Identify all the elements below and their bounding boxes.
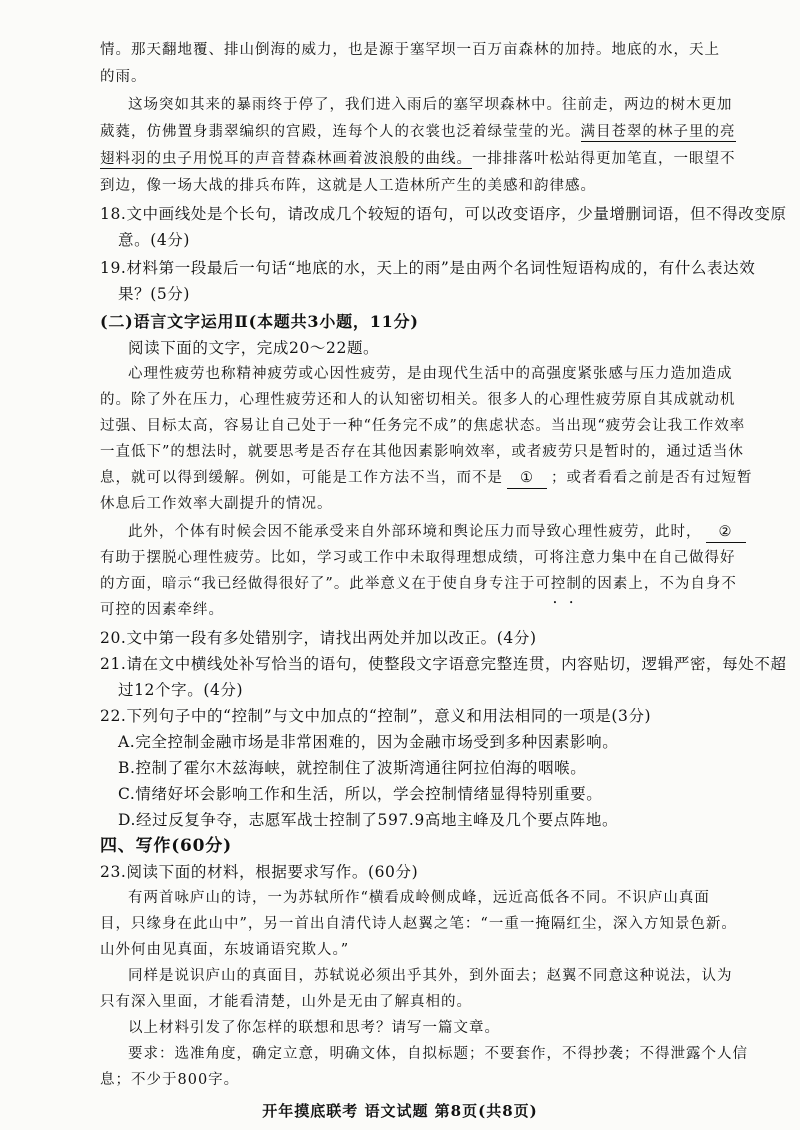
question-22-option-d: D.经过反复争夺，志愿军战士控制了597.9高地主峰及几个要点阵地。 [118, 811, 619, 829]
question-21-line1: 21.请在文中横线处补写恰当的语句，使整段文字语意完整连贯，内容贴切，逻辑严密，每处不超 [100, 655, 787, 673]
passage1-line5 [100, 149, 736, 169]
passage2-p2-line3b: 的因素上，不为自身不 [581, 576, 737, 592]
question-22-option-b: B.控制了霍尔木兹海峡，就控制住了波斯湾通往阿拉伯海的咽喉。 [118, 759, 587, 777]
passage2-p1-line5b: ；或者看看之前是否有过短暂 [551, 470, 753, 486]
passage1-line3: 这场突如其来的暴雨终于停了，我们进入雨后的塞罕坝森林中。往前走，两边的树木更加 [128, 97, 733, 113]
question-20: 20.文中第一段有多处错别字，请找出两处并加以改正。(4分) [100, 629, 537, 647]
passage1-line1: 情。那天翻地覆、排山倒海的威力，也是源于塞罕坝一百万亩森林的加持。地底的水，天上 [100, 42, 720, 58]
material-line2: 目，只缘身在此山中”，另一首出自清代诗人赵翼之笔：“一重一掩隔红尘，深入方知景色新。 [100, 916, 737, 932]
reading-instruction: 阅读下面的文字，完成20～22题。 [128, 339, 380, 357]
passage2-p2-line3a: 的方面，暗示“我已经做得很好了”。此举意义在于使自身专注于可 [100, 576, 551, 592]
passage2-p2-line3 [100, 574, 737, 594]
question-23-stem: 23.阅读下面的材料，根据要求写作。(60分) [100, 863, 419, 881]
passage2-p2-line4: 可控的因素牵绊。 [100, 602, 224, 618]
page-footer: 开年摸底联考 语文试题 第8页(共8页) [262, 1102, 538, 1120]
question-21-line2: 过12个字。(4分) [118, 681, 244, 699]
passage2-p1-line4: 一直低下”的想法时，就要思考是否存在其他因素影响效率，或者疲劳只是暂时的，通过适当休 [100, 444, 744, 460]
writing-requirement-line1: 要求：选准角度，确定立意，明确文体，自拟标题；不要套作，不得抄袭；不得泄露个人信 [128, 1046, 748, 1062]
section-writing: 四、写作(60分) [100, 836, 232, 856]
passage2-p1-line5a: 息，就可以得到缓解。例如，可能是工作方法不当，而不是 [100, 470, 503, 486]
writing-requirement-line2: 息；不少于800字。 [100, 1072, 240, 1088]
passage2-p2-line2: 有助于摆脱心理性疲劳。比如，学习或工作中未取得理想成绩，可将注意力集中在自己做得好 [100, 550, 736, 566]
passage2-p1-line1: 心理性疲劳也称精神疲劳或心因性疲劳，是由现代生活中的高强度紧张感与压力造加造成 [128, 366, 733, 382]
blank-2: ② [706, 522, 746, 543]
passage1-line4-text: 葳蕤，仿佛置身翡翠编织的宫殿，连每个人的衣裳也泛着绿莹莹的光。 [100, 124, 581, 140]
question-22-option-a: A.完全控制金融市场是非常困难的，因为金融市场受到多种因素影响。 [118, 733, 619, 751]
underlined-sentence-part2: 翅料羽的虫子用悦耳的声音替森林画着波浪般的曲线。 [100, 151, 472, 167]
question-18-line1: 18.文中画线处是个长句，请改成几个较短的语句，可以改变语序，少量增删词语，但不得改变原 [100, 205, 787, 223]
question-19-line2: 果？(5分) [118, 285, 191, 303]
material-line3: 山外何由见真面，东坡诵语究欺人。” [100, 942, 350, 958]
passage2-p1-line2: 的。除了外在压力，心理性疲劳还和人的认知密切相关。很多人的心理性疲劳原自其成就动机 [100, 392, 736, 408]
passage1-line4 [100, 122, 736, 142]
passage2-p2-line1a: 此外，个体有时候会因不能承受来自外部环境和舆论压力而导致心理性疲劳，此时， [128, 524, 702, 540]
passage2-p2-line1 [128, 522, 750, 543]
question-18-line2: 意。(4分) [118, 231, 191, 249]
question-22-option-c: C.情绪好坏会影响工作和生活，所以，学会控制情绪显得特别重要。 [118, 785, 603, 803]
blank-1: ① [507, 468, 547, 489]
passage1-line6: 到边，像一场大战的排兵布阵，这就是人工造林所产生的美感和韵律感。 [100, 178, 596, 194]
material-line1: 有两首咏庐山的诗，一为苏轼所作“横看成岭侧成峰，远近高低各不同。不识庐山真面 [128, 890, 710, 906]
material-line5: 只有深入里面，才能看清楚，山外是无由了解真相的。 [100, 994, 472, 1010]
question-19-line1: 19.材料第一段最后一句话“地底的水，天上的雨”是由两个名词性短语构成的，有什么表达效 [100, 259, 756, 277]
underlined-sentence-part1: 满目苍翠的林子里的亮 [580, 124, 736, 140]
passage1-line2: 的雨。 [100, 69, 147, 85]
question-22-stem: 22.下列句子中的“控制”与文中加点的“控制”，意义和用法相同的一项是(3分) [100, 707, 652, 725]
passage2-p1-line5 [100, 468, 753, 489]
passage1-line5-text: 一排排落叶松站得更加笔直，一眼望不 [472, 151, 736, 167]
section-language-use-2: (二)语言文字运用Ⅱ(本题共3小题，11分) [100, 312, 419, 331]
passage2-p1-line6: 休息后工作效率大副提升的情况。 [100, 496, 333, 512]
material-line4: 同样是说识庐山的真面目，苏轼说必须出乎其外，到外面去；赵翼不同意这种说法，认为 [128, 968, 733, 984]
dotted-word-control: 控制 • • [551, 576, 582, 592]
passage2-p1-line3: 过强、目标太高，容易让自己处于一种“任务完不成”的焦虑状态。当出现“疲劳会让我工作效率 [100, 418, 746, 434]
writing-prompt: 以上材料引发了你怎样的联想和思考？请写一篇文章。 [128, 1020, 500, 1036]
